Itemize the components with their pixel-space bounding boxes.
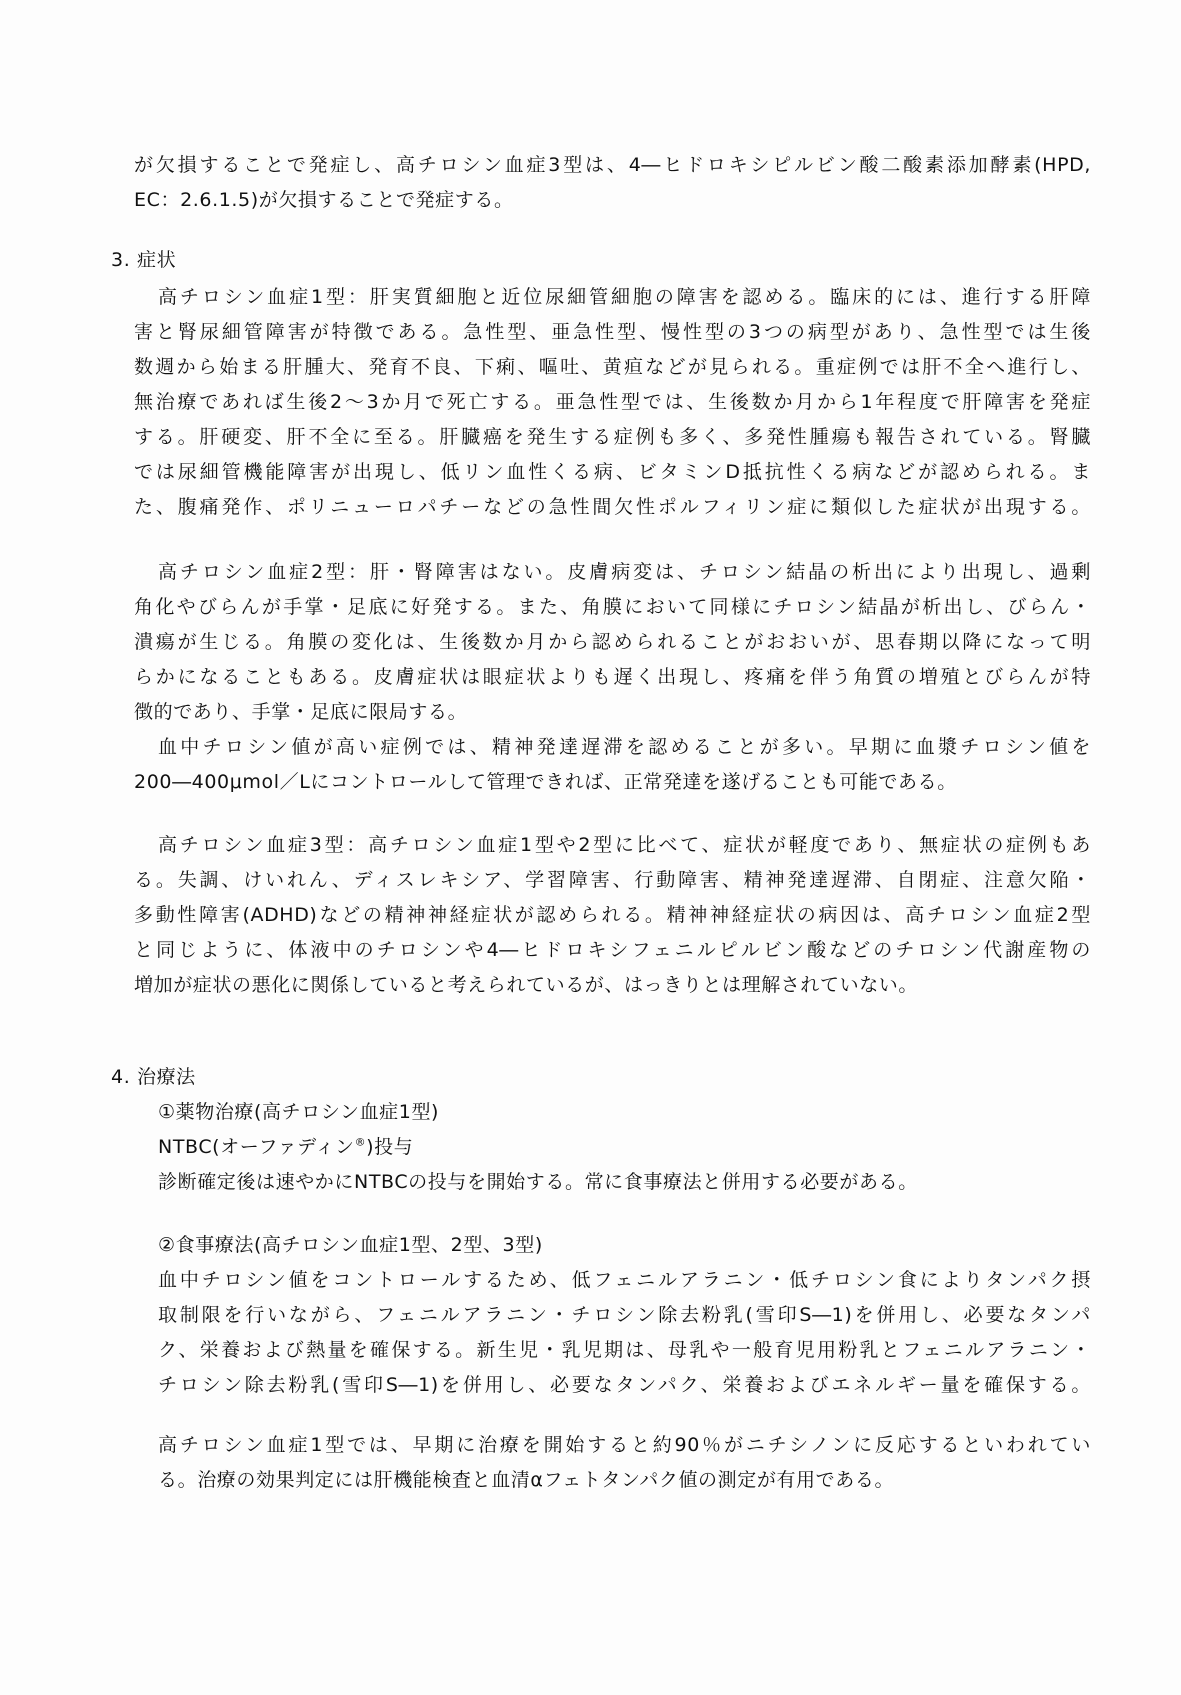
subsection-title-diet-therapy: ②食事療法(高チロシン血症1型、2型、3型) (158, 1234, 543, 1256)
paragraph-line: 増加が症状の悪化に関係していると考えられているが、はっきりとは理解されていない。 (134, 974, 919, 996)
paragraph-line: 高チロシン血症3型：高チロシン血症1型や2型に比べて、症状が軽度であり、無症状の症例もあ (158, 834, 1091, 856)
paragraph-line: 血中チロシン値が高い症例では、精神発達遅滞を認めることが多い。早期に血漿チロシン値を (158, 736, 1091, 758)
paragraph-line: 血中チロシン値をコントロールするため、低フェニルアラニン・低チロシン食によりタンパク摂 (158, 1269, 1091, 1291)
paragraph-line: 高チロシン血症1型では、早期に治療を開始すると約90％がニチシノンに反応するといわれてい (158, 1434, 1091, 1456)
drug-name: NTBC(オーファディン (158, 1136, 355, 1158)
paragraph-line: 高チロシン血症1型：肝実質細胞と近位尿細管細胞の障害を認める。臨床的には、進行する肝障 (158, 286, 1091, 308)
paragraph-line: らかになることもある。皮膚症状は眼症状よりも遅く出現し、疼痛を伴う角質の増殖とびらんが特 (134, 666, 1091, 688)
paragraph-line: 数週から始まる肝腫大、発育不良、下痢、嘔吐、黄疸などが見られる。重症例では肝不全へ進行し、 (134, 356, 1091, 378)
paragraph-line: る。治療の効果判定には肝機能検査と血清αフェトタンパク値の測定が有用である。 (158, 1469, 895, 1491)
paragraph-line: 無治療であれば生後2～3か月で死亡する。亜急性型では、生後数か月から1年程度で肝障害を発症 (134, 391, 1091, 413)
drug-suffix: )投与 (366, 1136, 414, 1158)
paragraph-line: 害と腎尿細管障害が特徴である。急性型、亜急性型、慢性型の3つの病型があり、急性型では生後 (134, 321, 1091, 343)
paragraph-line: る。失調、けいれん、ディスレキシア、学習障害、行動障害、精神発達遅滞、自閉症、注意欠陥・ (134, 869, 1091, 891)
paragraph-line: 200―400μmol／Lにコントロールして管理できれば、正常発達を遂げることも可能である。 (134, 771, 957, 793)
paragraph-line: EC：2.6.1.5)が欠損することで発症する。 (134, 189, 514, 211)
paragraph-line: 高チロシン血症2型：肝・腎障害はない。皮膚病変は、チロシン結晶の析出により出現し、過剰 (158, 561, 1091, 583)
paragraph-line: ク、栄養および熱量を確保する。新生児・乳児期は、母乳や一般育児用粉乳とフェニルアラニン・ (158, 1339, 1091, 1361)
paragraph-line: 潰瘍が生じる。角膜の変化は、生後数か月から認められることがおおいが、思春期以降になって明 (134, 631, 1091, 653)
section-heading-symptoms: 3. 症状 (111, 249, 177, 271)
paragraph-line: が欠損することで発症し、高チロシン血症3型は、4―ヒドロキシピルビン酸二酸素添加酵素(HPD, (134, 154, 1091, 176)
paragraph-line: する。肝硬変、肝不全に至る。肝臓癌を発生する症例も多く、多発性腫瘍も報告されている。腎臓 (134, 426, 1091, 448)
paragraph-line: では尿細管機能障害が出現し、低リン血性くる病、ビタミンD抵抗性くる病などが認められる。ま (134, 461, 1091, 483)
paragraph-line: と同じように、体液中のチロシンや4―ヒドロキシフェニルピルビン酸などのチロシン代謝産物の (134, 939, 1091, 961)
section-heading-treatment: 4. 治療法 (111, 1066, 196, 1088)
subsection-title-drug-therapy: ①薬物治療(高チロシン血症1型) (158, 1101, 440, 1123)
paragraph-line: 角化やびらんが手掌・足底に好発する。また、角膜において同様にチロシン結晶が析出し、びらん・ (134, 596, 1091, 618)
paragraph-line: 多動性障害(ADHD)などの精神神経症状が認められる。精神神経症状の病因は、高チロシン血症2型 (134, 904, 1091, 926)
paragraph-line: 診断確定後は速やかにNTBCの投与を開始する。常に食事療法と併用する必要がある。 (158, 1171, 918, 1193)
paragraph-line: 徴的であり、手掌・足底に限局する。 (134, 701, 468, 723)
paragraph-line: 取制限を行いながら、フェニルアラニン・チロシン除去粉乳(雪印S―1)を併用し、必要なタンパ (158, 1304, 1091, 1326)
paragraph-line: チロシン除去粉乳(雪印S―1)を併用し、必要なタンパク、栄養およびエネルギー量を確保する。 (158, 1374, 1091, 1396)
paragraph-line: た、腹痛発作、ポリニューロパチーなどの急性間欠性ポルフィリン症に類似した症状が出現する。 (134, 496, 1091, 518)
registered-mark: ® (354, 1135, 367, 1149)
drug-line (158, 1135, 413, 1159)
